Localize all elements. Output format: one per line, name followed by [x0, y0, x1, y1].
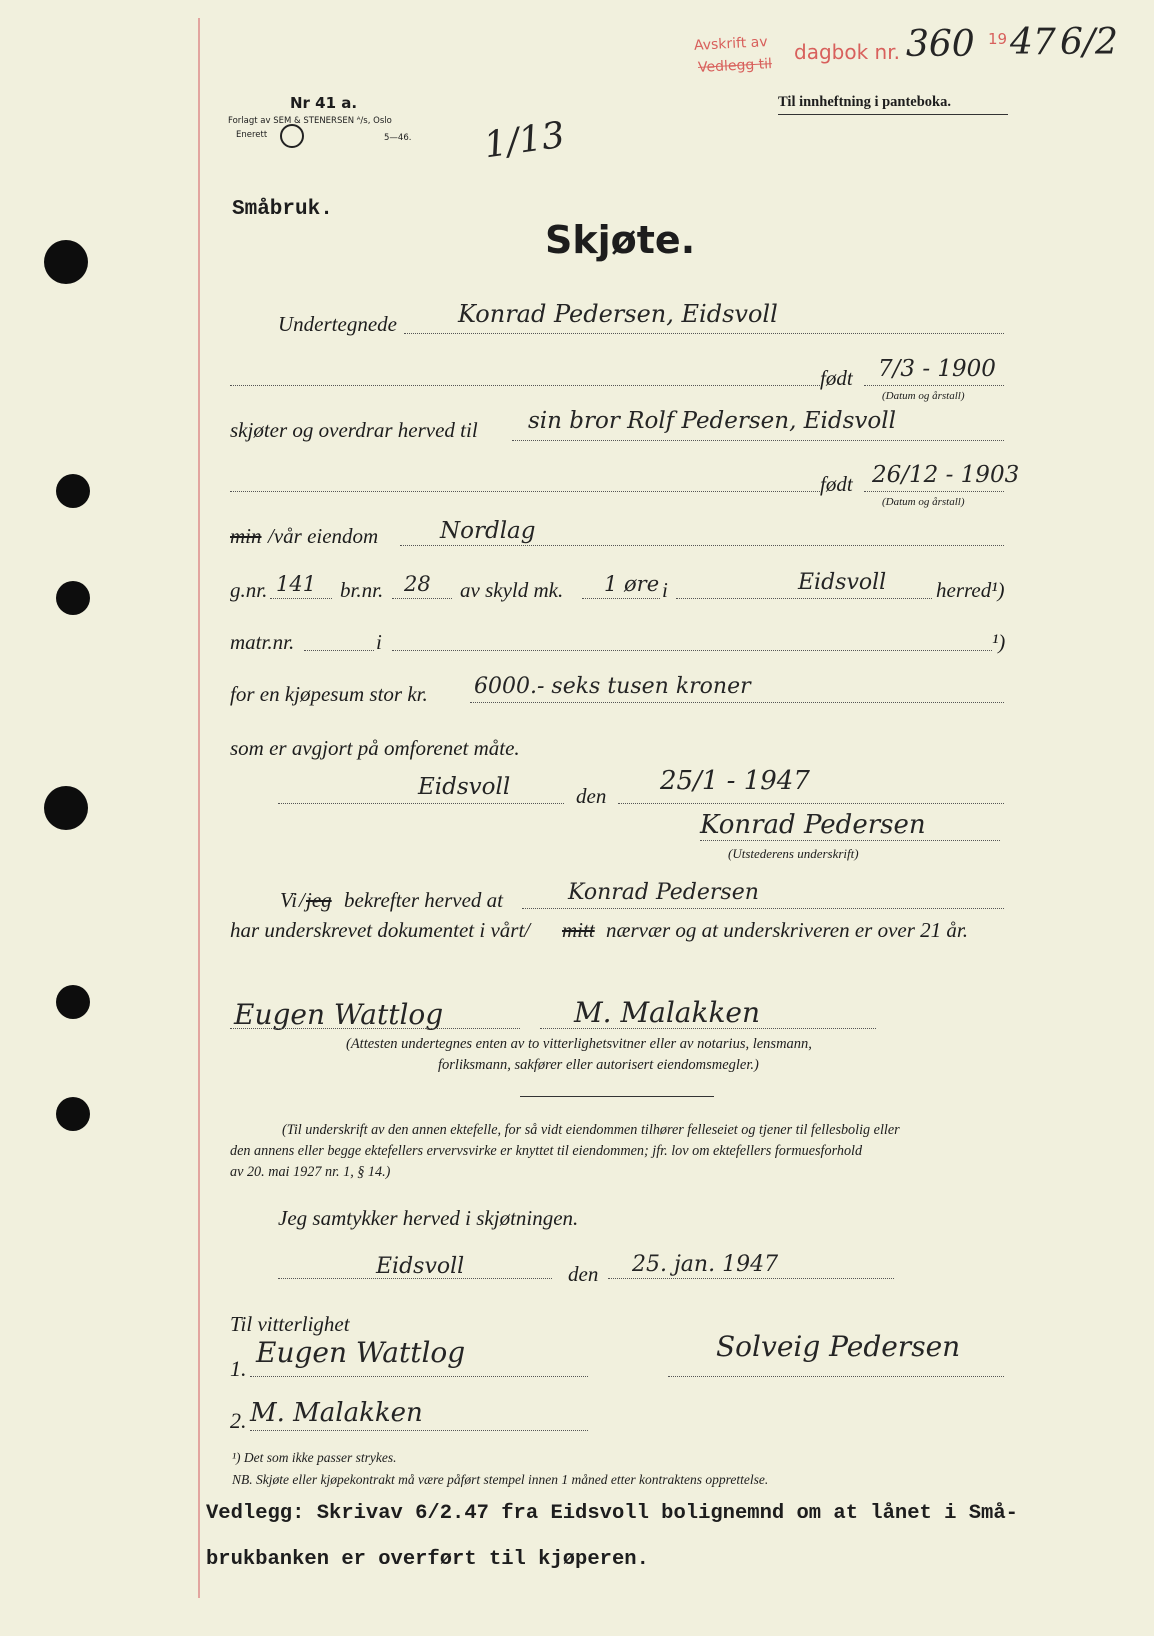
stamp-year: 47 [1010, 22, 1056, 63]
eiendom-value: Nordlag [440, 518, 536, 544]
attest-bekrefter: bekrefter herved at [344, 888, 503, 912]
eiendom-line [400, 545, 1004, 546]
skyld-value: 1 øre [604, 572, 660, 596]
publisher-enerett: Enerett [236, 130, 268, 140]
binder-hole-5 [56, 985, 90, 1019]
footnote-2: NB. Skjøte eller kjøpekontrakt må være påført stempel innen 1 måned etter kontraktens opprettelse. [232, 1472, 769, 1487]
fodt2-value: 26/12 - 1903 [872, 462, 1020, 488]
attest-mitt-struck: mitt [562, 918, 595, 942]
fodt2-leader [230, 491, 820, 492]
margin-rule [198, 18, 200, 1598]
attest-note-1: (Attesten undertegnes enten av to vitterlighetsvitner eller av notarius, lensmann, [346, 1036, 812, 1052]
eiendom-struck: min [230, 524, 262, 548]
witness1-line [230, 1028, 520, 1029]
witness-num-2: 2. [230, 1408, 247, 1433]
gnr-line [270, 598, 332, 599]
skyld-line [582, 598, 660, 599]
witness2-line [540, 1028, 876, 1029]
stamp-avskrift: Avskrift av [693, 34, 768, 54]
spouse-note-2: den annens eller begge ektefellers ervervsvirke er knyttet til eiendommen; jfr. lov om ektefellers formuesforhold [230, 1143, 863, 1159]
place1-line [278, 803, 564, 804]
stamp-date: 6/2 [1060, 22, 1118, 63]
footnote-1: ¹) Det som ikke passer strykes. [232, 1450, 397, 1465]
samtykker-text: Jeg samtykker herved i skjøtningen. [278, 1206, 579, 1230]
til-vitterlighet: Til vitterlighet [230, 1312, 350, 1336]
stamp-year-prefix: 19 [988, 30, 1008, 48]
header-underline [778, 114, 1008, 115]
signature1-line [700, 840, 1000, 841]
attest-vi: Vi [280, 888, 298, 912]
attest-line2a: har underskrevet dokumentet i vårt/ [230, 918, 531, 942]
fodt1-leader [230, 385, 820, 386]
spouse-note-3: av 20. mai 1927 nr. 1, § 14.) [230, 1164, 391, 1180]
date2-value: 25. jan. 1947 [632, 1252, 779, 1277]
skyld-label: av skyld mk. [460, 578, 564, 602]
fodt1-line [864, 385, 1004, 386]
fodt1-datum-label: (Datum og årstall) [882, 390, 965, 402]
handwritten-mark: 1/13 [481, 114, 568, 167]
kjopesum-line [470, 702, 1004, 703]
fodt1-value: 7/3 - 1900 [878, 356, 996, 382]
date1-value: 25/1 - 1947 [660, 766, 810, 796]
witness-num-1: 1. [230, 1356, 247, 1381]
binder-hole-2 [56, 474, 90, 508]
place2-value: Eidsvoll [376, 1254, 465, 1279]
stamp-vedlegg: Vedlegg til [697, 56, 773, 76]
herred-label: herred¹) [936, 578, 1005, 602]
matr-line [392, 650, 992, 651]
stamp-number: 360 [906, 24, 975, 65]
skjoter-label: skjøter og overdrar herved til [230, 418, 478, 442]
recipient-value: sin bror Rolf Pedersen, Eidsvoll [528, 408, 896, 434]
skjoter-line [512, 440, 1004, 441]
publisher-date: 5—46. [384, 133, 412, 143]
place1-value: Eidsvoll [418, 774, 511, 800]
fodt2-datum-label: (Datum og årstall) [882, 496, 965, 508]
matr-i-label: i [376, 630, 382, 654]
signature-issuer: Konrad Pedersen [700, 810, 926, 840]
binder-hole-6 [56, 1097, 90, 1131]
fodt2-line [864, 491, 1004, 492]
section-separator [520, 1096, 714, 1097]
herred-line [676, 598, 932, 599]
attest-note-2: forliksmann, sakfører eller autorisert eiendomsmegler.) [438, 1057, 759, 1073]
category-label: Småbruk. [232, 198, 333, 221]
vedlegg-line-2: brukbanken er overført til kjøperen. [206, 1548, 649, 1571]
attest-value: Konrad Pedersen [568, 880, 759, 905]
brnr-line [392, 598, 452, 599]
matrnr-line [304, 650, 374, 651]
herred-value: Eidsvoll [798, 570, 887, 595]
attest-line [522, 908, 1004, 909]
stamp-dagbok: dagbok nr. [794, 40, 900, 64]
date2-line [608, 1278, 894, 1279]
matr-footnote: ¹) [992, 630, 1006, 654]
document-title: Skjøte. [545, 218, 696, 262]
witness2-signature: M. Malakken [574, 996, 761, 1029]
consent-witness2: M. Malakken [250, 1398, 423, 1428]
binder-hole-1 [44, 240, 88, 284]
undertegnede-value: Konrad Pedersen, Eidsvoll [458, 300, 778, 328]
utsteder-label: (Utstederens underskrift) [728, 846, 859, 861]
til-innheftning: Til innheftning i panteboka. [778, 94, 951, 110]
brnr-label: br.nr. [340, 578, 384, 602]
publisher-logo [280, 124, 304, 148]
gnr-value: 141 [276, 572, 317, 596]
consent-witness2-line [250, 1430, 588, 1431]
undertegnede-label: Undertegnede [278, 312, 397, 336]
consent-witness1: Eugen Wattlog [256, 1336, 466, 1369]
omforenet-text: som er avgjort på omforenet måte. [230, 736, 520, 760]
spouse-signature: Solveig Pedersen [716, 1330, 961, 1363]
witness1-signature: Eugen Wattlog [234, 998, 444, 1031]
fodt1-label: født [820, 366, 853, 390]
publisher-line: Forlagt av SEM & STENERSEN ᴬ/s, Oslo [228, 116, 392, 126]
matrnr-label: matr.nr. [230, 630, 295, 654]
i-label: i [662, 578, 668, 602]
den2-label: den [568, 1262, 599, 1286]
attest-jeg-struck: jeg [306, 888, 332, 912]
den1-label: den [576, 784, 607, 808]
eiendom-label: /vår eiendom [268, 524, 379, 548]
consent-witness1-line [250, 1376, 588, 1377]
kjopesum-label: for en kjøpesum stor kr. [230, 682, 428, 706]
binder-hole-4 [44, 786, 88, 830]
date1-line [618, 803, 1004, 804]
attest-line2b: nærvær og at underskriveren er over 21 år. [606, 918, 969, 942]
binder-hole-3 [56, 581, 90, 615]
spouse-note-1: (Til underskrift av den annen ektefelle, for så vidt eiendommen tilhører felleseiet og tjener til fellesbolig eller [282, 1122, 900, 1138]
form-number: Nr 41 a. [290, 94, 358, 112]
gnr-label: g.nr. [230, 578, 268, 602]
brnr-value: 28 [404, 572, 431, 596]
undertegnede-line [404, 333, 1004, 334]
fodt2-label: født [820, 472, 853, 496]
vedlegg-line-1: Vedlegg: Skrivav 6/2.47 fra Eidsvoll bolignemnd om at lånet i Små- [206, 1502, 1018, 1525]
kjopesum-value: 6000.- seks tusen kroner [474, 674, 751, 699]
spouse-signature-line [668, 1376, 1004, 1377]
